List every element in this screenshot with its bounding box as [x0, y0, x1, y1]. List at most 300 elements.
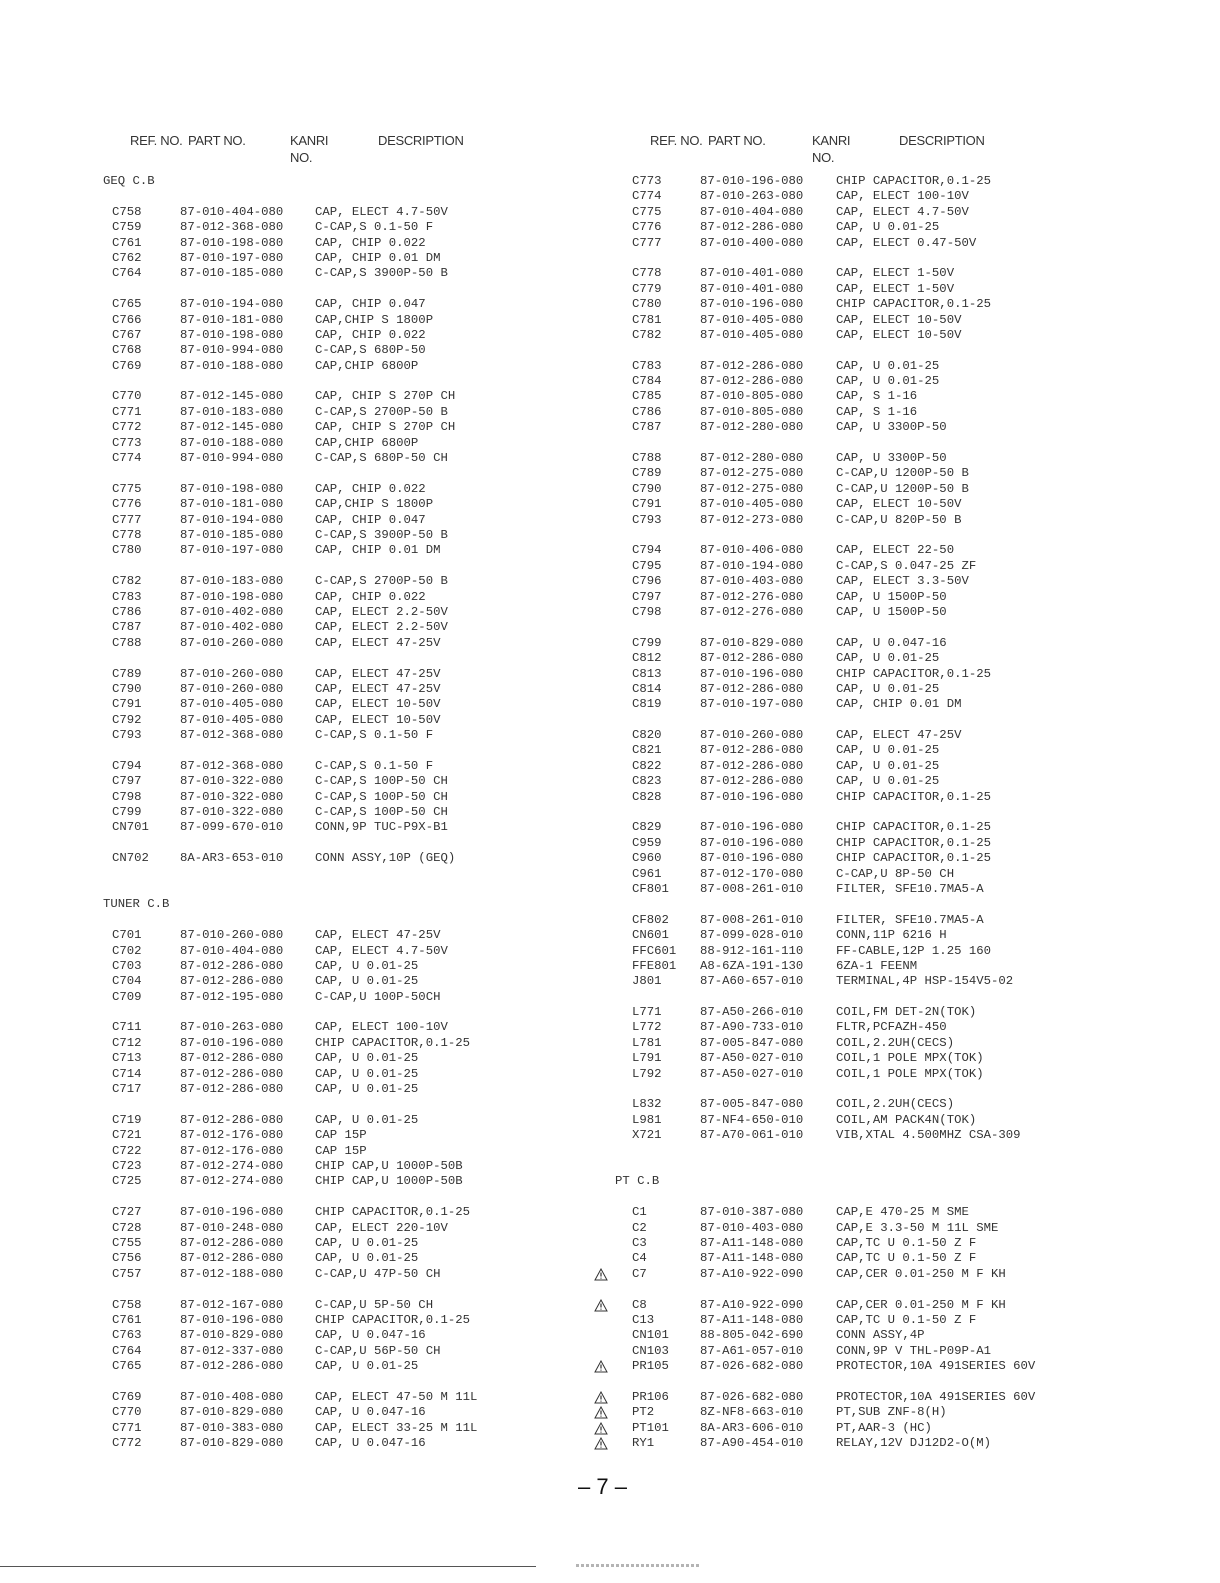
ref-no-cell: C794: [632, 543, 662, 558]
ref-no-cell: FFE801: [632, 958, 677, 973]
ref-no-header: REF. NO.: [130, 133, 183, 148]
description-cell: CAP, S 1-16: [836, 389, 918, 404]
part-no-cell: 87-010-185-080: [180, 266, 284, 281]
parts-row: [612, 928, 1082, 943]
parts-row: [100, 1174, 580, 1189]
ref-no-cell: C798: [632, 604, 662, 619]
part-no-cell: 87-012-167-080: [180, 1297, 284, 1312]
description-cell: CAP, CHIP 0.01 DM: [315, 543, 441, 558]
description-cell: C-CAP,S 0.1-50 F: [315, 728, 434, 743]
ref-no-cell: C798: [112, 789, 142, 804]
description-cell: C-CAP,S 2700P-50 B: [315, 574, 448, 589]
ref-no-cell: C1: [632, 1205, 647, 1220]
parts-row: [612, 867, 1082, 882]
description-cell: CAP, CHIP 0.022: [315, 589, 426, 604]
ref-no-cell: C823: [632, 774, 662, 789]
part-no-cell: 87-010-183-080: [180, 574, 284, 589]
part-no-cell: 87-010-829-080: [180, 1405, 284, 1420]
ref-no-cell: C797: [632, 589, 662, 604]
part-no-cell: 87-010-194-080: [700, 558, 804, 573]
description-cell: FF-CABLE,12P 1.25 160: [836, 943, 991, 958]
ref-no-cell: C770: [112, 389, 142, 404]
description-cell: CHIP CAPACITOR,0.1-25: [315, 1312, 470, 1327]
part-no-cell: 87-010-403-080: [700, 574, 804, 589]
parts-row: [100, 543, 580, 558]
part-no-cell: 87-005-847-080: [700, 1035, 804, 1050]
ref-no-cell: C788: [632, 451, 662, 466]
ref-no-cell: C728: [112, 1220, 142, 1235]
description-cell: CAP, ELECT 10-50V: [315, 697, 441, 712]
ref-no-cell: C761: [112, 1312, 142, 1327]
part-no-cell: 87-010-248-080: [180, 1220, 284, 1235]
part-no-cell: 87-A70-061-010: [700, 1128, 804, 1143]
description-cell: CAP, CHIP S 270P CH: [315, 420, 456, 435]
description-cell: CAP, ELECT 33-25 M 11L: [315, 1420, 478, 1435]
ref-no-cell: C761: [112, 235, 142, 250]
part-no-cell: 87-010-322-080: [180, 789, 284, 804]
spacer: [100, 466, 580, 481]
parts-row: [612, 297, 1082, 312]
part-no-cell: 87-A11-148-080: [700, 1235, 804, 1250]
parts-row: [612, 682, 1082, 697]
spacer: [612, 343, 1082, 358]
spacer: [100, 882, 580, 897]
spacer: [612, 528, 1082, 543]
ref-no-cell: L791: [632, 1051, 662, 1066]
section-title: TUNER C.B: [103, 897, 170, 912]
description-cell: CAP,E 3.3-50 M 11L SME: [836, 1220, 999, 1235]
part-no-cell: 87-012-286-080: [700, 374, 804, 389]
parts-row: [100, 620, 580, 635]
description-cell: C-CAP,U 1200P-50 B: [836, 481, 969, 496]
ref-no-cell: C791: [632, 497, 662, 512]
spacer: [612, 713, 1082, 728]
parts-row: [100, 574, 580, 589]
parts-row: [100, 1236, 580, 1251]
description-cell: CAP, ELECT 2.2-50V: [315, 604, 448, 619]
description-cell: FLTR,PCFAZH-450: [836, 1020, 947, 1035]
part-no-cell: 87-010-196-080: [180, 1312, 284, 1327]
description-cell: CAP, U 1500P-50: [836, 604, 947, 619]
ref-no-cell: C719: [112, 1112, 142, 1127]
ref-no-cell: C8: [632, 1297, 647, 1312]
parts-row: [100, 1159, 580, 1174]
description-cell: CAP, U 0.01-25: [836, 743, 940, 758]
description-cell: CAP,CHIP 6800P: [315, 358, 419, 373]
ref-no-cell: C774: [632, 189, 662, 204]
ref-no-cell: C799: [632, 635, 662, 650]
part-no-cell: 87-010-387-080: [700, 1205, 804, 1220]
description-cell: C-CAP,S 3900P-50 B: [315, 266, 448, 281]
ref-no-cell: C758: [112, 1297, 142, 1312]
part-no-cell: 87-010-196-080: [700, 666, 804, 681]
description-cell: VIB,XTAL 4.500MHZ CSA-309: [836, 1128, 1021, 1143]
ref-no-cell: C774: [112, 451, 142, 466]
description-cell: C-CAP,S 2700P-50 B: [315, 404, 448, 419]
ref-no-cell: C788: [112, 635, 142, 650]
description-cell: COIL,AM PACK4N(TOK): [836, 1112, 977, 1127]
description-cell: CHIP CAPACITOR,0.1-25: [836, 789, 991, 804]
description-cell: CAP, ELECT 47-25V: [315, 928, 441, 943]
part-no-cell: 87-012-368-080: [180, 220, 284, 235]
ref-no-cell: C775: [112, 481, 142, 496]
ref-no-cell: C713: [112, 1051, 142, 1066]
description-cell: CAP, CHIP 0.047: [315, 297, 426, 312]
description-cell: PT,AAR-3 (HC): [836, 1420, 932, 1435]
ref-no-cell: C770: [112, 1405, 142, 1420]
ref-no-cell: C793: [632, 512, 662, 527]
part-no-cell: 87-010-197-080: [700, 697, 804, 712]
description-cell: TERMINAL,4P HSP-154V5-02: [836, 974, 1014, 989]
part-no-cell: 87-010-196-080: [700, 820, 804, 835]
parts-row: [100, 313, 580, 328]
part-no-cell: 87-010-181-080: [180, 497, 284, 512]
description-cell: CAP,CHIP 6800P: [315, 435, 419, 450]
description-cell: CAP, U 0.01-25: [315, 1082, 419, 1097]
part-no-cell: 87-012-286-080: [180, 958, 284, 973]
parts-row: [100, 1067, 580, 1082]
parts-row: [612, 636, 1082, 651]
part-no-cell: 87-099-028-010: [700, 928, 804, 943]
parts-row: [100, 451, 580, 466]
description-cell: FILTER, SFE10.7MA5-A: [836, 881, 984, 896]
description-cell: CAP, ELECT 4.7-50V: [315, 204, 448, 219]
parts-row: [100, 851, 580, 866]
part-no-cell: 87-012-286-080: [180, 1359, 284, 1374]
parts-row: [612, 944, 1082, 959]
part-no-cell: 87-010-196-080: [700, 835, 804, 850]
part-no-cell: 87-012-286-080: [180, 1235, 284, 1250]
description-header: DESCRIPTION: [899, 133, 985, 148]
parts-row: [612, 513, 1082, 528]
description-cell: CAP, CHIP 0.01 DM: [315, 250, 441, 265]
parts-row: [612, 651, 1082, 666]
part-no-cell: 87-012-368-080: [180, 728, 284, 743]
part-no-cell: 87-010-405-080: [700, 312, 804, 327]
ref-no-cell: C772: [112, 420, 142, 435]
parts-row: [612, 959, 1082, 974]
bottom-scan-mark: [576, 1564, 700, 1567]
ref-no-cell: C820: [632, 728, 662, 743]
part-no-cell: 87-012-274-080: [180, 1174, 284, 1189]
part-no-cell: 87-008-261-010: [700, 881, 804, 896]
description-cell: CAP, U 3300P-50: [836, 451, 947, 466]
ref-no-cell: C759: [112, 220, 142, 235]
description-cell: CAP, ELECT 0.47-50V: [836, 235, 977, 250]
parts-row: [612, 836, 1082, 851]
spacer: [612, 436, 1082, 451]
description-cell: 6ZA-1 FEENM: [836, 958, 918, 973]
part-no-cell: 87-A90-454-010: [700, 1436, 804, 1451]
part-no-cell: 8Z-NF8-663-010: [700, 1405, 804, 1420]
description-cell: C-CAP,S 0.047-25 ZF: [836, 558, 977, 573]
ref-no-cell: C762: [112, 250, 142, 265]
part-no-cell: 87-010-260-080: [700, 728, 804, 743]
ref-no-cell: C783: [632, 358, 662, 373]
part-no-cell: 87-012-275-080: [700, 466, 804, 481]
part-no-cell: 87-012-286-080: [700, 220, 804, 235]
spacer: [100, 836, 580, 851]
parts-row: [612, 605, 1082, 620]
spacer: [612, 251, 1082, 266]
part-no-cell: 87-A90-733-010: [700, 1020, 804, 1035]
description-cell: CAP, ELECT 220-10V: [315, 1220, 448, 1235]
part-no-cell: 8A-AR3-606-010: [700, 1420, 804, 1435]
part-no-cell: 87-010-197-080: [180, 250, 284, 265]
parts-row: [100, 820, 580, 835]
parts-row: [100, 944, 580, 959]
parts-row: [100, 974, 580, 989]
ref-no-cell: C778: [632, 266, 662, 281]
spacer: [100, 1005, 580, 1020]
part-no-cell: 87-010-260-080: [180, 666, 284, 681]
page-number: – 7 –: [578, 1474, 627, 1499]
ref-no-cell: FFC601: [632, 943, 677, 958]
description-cell: PROTECTOR,10A 491SERIES 60V: [836, 1359, 1036, 1374]
spacer: [612, 620, 1082, 635]
spacer: [612, 990, 1082, 1005]
part-no-cell: 87-012-337-080: [180, 1343, 284, 1358]
parts-row: [612, 1113, 1082, 1128]
spacer: [100, 559, 580, 574]
parts-row: [612, 1328, 1082, 1343]
ref-no-cell: C780: [632, 297, 662, 312]
parts-row: [100, 1313, 580, 1328]
section-heading: [612, 1174, 1082, 1189]
ref-no-cell: C819: [632, 697, 662, 712]
spacer: [100, 1374, 580, 1389]
part-no-cell: 87-010-260-080: [180, 681, 284, 696]
description-cell: CONN ASSY,4P: [836, 1328, 925, 1343]
parts-row: [100, 513, 580, 528]
ref-no-cell: C7: [632, 1266, 647, 1281]
parts-row: [612, 774, 1082, 789]
part-no-cell: 87-012-188-080: [180, 1266, 284, 1281]
parts-row: [100, 1436, 580, 1451]
description-cell: CAP, ELECT 47-25V: [315, 635, 441, 650]
description-cell: CAP, ELECT 2.2-50V: [315, 620, 448, 635]
parts-row: [612, 1067, 1082, 1082]
ref-no-cell: C793: [112, 728, 142, 743]
description-cell: CAP 15P: [315, 1128, 367, 1143]
kanri-no-header: NO.: [812, 150, 835, 165]
parts-row: [612, 497, 1082, 512]
ref-no-cell: C795: [632, 558, 662, 573]
ref-no-cell: L981: [632, 1112, 662, 1127]
ref-no-cell: C789: [632, 466, 662, 481]
parts-row: [612, 667, 1082, 682]
part-no-cell: 87-012-145-080: [180, 420, 284, 435]
spacer: [100, 1097, 580, 1112]
description-cell: CAP, U 0.01-25: [836, 220, 940, 235]
description-cell: CAP, U 0.01-25: [836, 774, 940, 789]
part-no-cell: 87-010-829-080: [700, 635, 804, 650]
part-no-cell: 87-010-383-080: [180, 1420, 284, 1435]
parts-row: [100, 605, 580, 620]
description-cell: CAP, CHIP S 270P CH: [315, 389, 456, 404]
parts-row: [612, 174, 1082, 189]
part-no-cell: 87-010-405-080: [700, 327, 804, 342]
description-cell: CAP,TC U 0.1-50 Z F: [836, 1312, 977, 1327]
parts-row: [612, 1359, 1082, 1374]
parts-row: [100, 774, 580, 789]
parts-row: [612, 405, 1082, 420]
parts-row: [612, 728, 1082, 743]
description-cell: CAP, ELECT 100-10V: [836, 189, 969, 204]
description-cell: CAP, ELECT 100-10V: [315, 1020, 448, 1035]
kanri-header: KANRI: [812, 133, 851, 148]
parts-row: [100, 1359, 580, 1374]
description-cell: CAP, ELECT 3.3-50V: [836, 574, 969, 589]
description-cell: CAP, U 1500P-50: [836, 589, 947, 604]
part-no-cell: 87-010-263-080: [700, 189, 804, 204]
part-no-cell: 87-010-188-080: [180, 435, 284, 450]
parts-row: [100, 1390, 580, 1405]
parts-row: [100, 1051, 580, 1066]
description-cell: CAP,CHIP S 1800P: [315, 312, 434, 327]
parts-row: [100, 728, 580, 743]
parts-row: [100, 1405, 580, 1420]
ref-no-cell: C702: [112, 943, 142, 958]
parts-row: [612, 1405, 1082, 1420]
description-cell: CAP, CHIP 0.01 DM: [836, 697, 962, 712]
ref-no-cell: C778: [112, 527, 142, 542]
ref-no-cell: CN601: [632, 928, 669, 943]
part-no-cell: 87-012-368-080: [180, 758, 284, 773]
description-cell: CAP, U 0.047-16: [315, 1436, 426, 1451]
description-cell: CHIP CAPACITOR,0.1-25: [836, 820, 991, 835]
description-cell: C-CAP,S 100P-50 CH: [315, 805, 448, 820]
part-no-cell: 87-A11-148-080: [700, 1251, 804, 1266]
part-no-cell: 87-026-682-080: [700, 1359, 804, 1374]
description-cell: C-CAP,S 3900P-50 B: [315, 527, 448, 542]
part-no-cell: 87-010-805-080: [700, 389, 804, 404]
part-no-cell: 87-A50-027-010: [700, 1066, 804, 1081]
ref-no-cell: C725: [112, 1174, 142, 1189]
description-cell: COIL,1 POLE MPX(TOK): [836, 1051, 984, 1066]
description-cell: C-CAP,S 0.1-50 F: [315, 758, 434, 773]
safety-warning-icon: [594, 1360, 608, 1373]
section-heading: [100, 897, 580, 912]
parts-row: [612, 1236, 1082, 1251]
parts-row: [100, 1267, 580, 1282]
description-cell: CAP, ELECT 47-25V: [315, 666, 441, 681]
part-no-cell: 87-010-402-080: [180, 620, 284, 635]
spacer: [612, 805, 1082, 820]
section-heading: [100, 174, 580, 189]
part-no-cell: 87-010-405-080: [180, 712, 284, 727]
part-no-cell: 87-012-176-080: [180, 1128, 284, 1143]
description-cell: CAP,TC U 0.1-50 Z F: [836, 1235, 977, 1250]
parts-list-right-column: [612, 130, 1082, 1451]
description-cell: CHIP CAPACITOR,0.1-25: [836, 666, 991, 681]
ref-no-cell: C704: [112, 974, 142, 989]
part-no-cell: 87-A10-922-090: [700, 1266, 804, 1281]
ref-no-cell: X721: [632, 1128, 662, 1143]
ref-no-cell: L792: [632, 1066, 662, 1081]
part-no-cell: 87-010-405-080: [180, 697, 284, 712]
description-cell: CAP, U 0.047-16: [315, 1328, 426, 1343]
parts-row: [612, 328, 1082, 343]
part-no-cell: 87-026-682-080: [700, 1389, 804, 1404]
ref-no-cell: C781: [632, 312, 662, 327]
parts-row: [100, 682, 580, 697]
ref-no-cell: C765: [112, 297, 142, 312]
description-cell: CHIP CAPACITOR,0.1-25: [836, 851, 991, 866]
ref-no-cell: C717: [112, 1082, 142, 1097]
description-cell: CONN,11P 6216 H: [836, 928, 947, 943]
description-cell: C-CAP,S 680P-50 CH: [315, 451, 448, 466]
spacer: [100, 867, 580, 882]
part-no-cell: 87-010-404-080: [700, 204, 804, 219]
description-cell: C-CAP,U 47P-50 CH: [315, 1266, 441, 1281]
parts-row: [612, 1005, 1082, 1020]
ref-no-cell: C701: [112, 928, 142, 943]
ref-no-cell: C777: [632, 235, 662, 250]
ref-no-cell: C711: [112, 1020, 142, 1035]
ref-no-cell: L771: [632, 1005, 662, 1020]
parts-row: [100, 1298, 580, 1313]
ref-no-cell: C813: [632, 666, 662, 681]
description-cell: CAP, ELECT 10-50V: [836, 312, 962, 327]
ref-no-cell: PT2: [632, 1405, 655, 1420]
safety-warning-icon: [594, 1391, 608, 1404]
parts-row: [100, 1344, 580, 1359]
ref-no-header: REF. NO.: [650, 133, 703, 148]
ref-no-cell: C765: [112, 1359, 142, 1374]
parts-row: [100, 205, 580, 220]
parts-row: [612, 974, 1082, 989]
description-cell: CONN ASSY,10P (GEQ): [315, 851, 456, 866]
parts-row: [100, 1113, 580, 1128]
part-no-cell: 87-010-829-080: [180, 1436, 284, 1451]
description-cell: CAP, ELECT 47-25V: [836, 728, 962, 743]
parts-row: [100, 1144, 580, 1159]
description-cell: CAP, U 0.01-25: [315, 958, 419, 973]
parts-row: [612, 420, 1082, 435]
description-cell: CAP, ELECT 10-50V: [836, 497, 962, 512]
parts-row: [100, 482, 580, 497]
ref-no-cell: C797: [112, 774, 142, 789]
part-no-cell: 87-A50-027-010: [700, 1051, 804, 1066]
parts-row: [612, 590, 1082, 605]
part-no-cell: 87-010-185-080: [180, 527, 284, 542]
part-no-cell: 87-NF4-650-010: [700, 1112, 804, 1127]
description-cell: COIL,FM DET-2N(TOK): [836, 1005, 977, 1020]
ref-no-cell: CN702: [112, 851, 149, 866]
part-no-cell: 87-010-400-080: [700, 235, 804, 250]
parts-row: [100, 1128, 580, 1143]
parts-row: [100, 266, 580, 281]
description-cell: CAP, U 0.01-25: [315, 974, 419, 989]
part-no-cell: 87-012-286-080: [700, 651, 804, 666]
ref-no-cell: C782: [632, 327, 662, 342]
description-cell: COIL,1 POLE MPX(TOK): [836, 1066, 984, 1081]
part-no-cell: 87-010-406-080: [700, 543, 804, 558]
parts-row: [612, 1313, 1082, 1328]
ref-no-cell: C790: [112, 681, 142, 696]
ref-no-cell: C814: [632, 681, 662, 696]
spacer: [100, 1282, 580, 1297]
spacer: [612, 1159, 1082, 1174]
description-cell: CAP, ELECT 47-25V: [315, 681, 441, 696]
part-no-cell: 87-012-280-080: [700, 451, 804, 466]
description-cell: C-CAP,S 680P-50: [315, 343, 426, 358]
description-cell: CAP, CHIP 0.022: [315, 481, 426, 496]
description-cell: RELAY,12V DJ12D2-O(M): [836, 1436, 991, 1451]
ref-no-cell: C775: [632, 204, 662, 219]
part-no-cell: 87-010-263-080: [180, 1020, 284, 1035]
